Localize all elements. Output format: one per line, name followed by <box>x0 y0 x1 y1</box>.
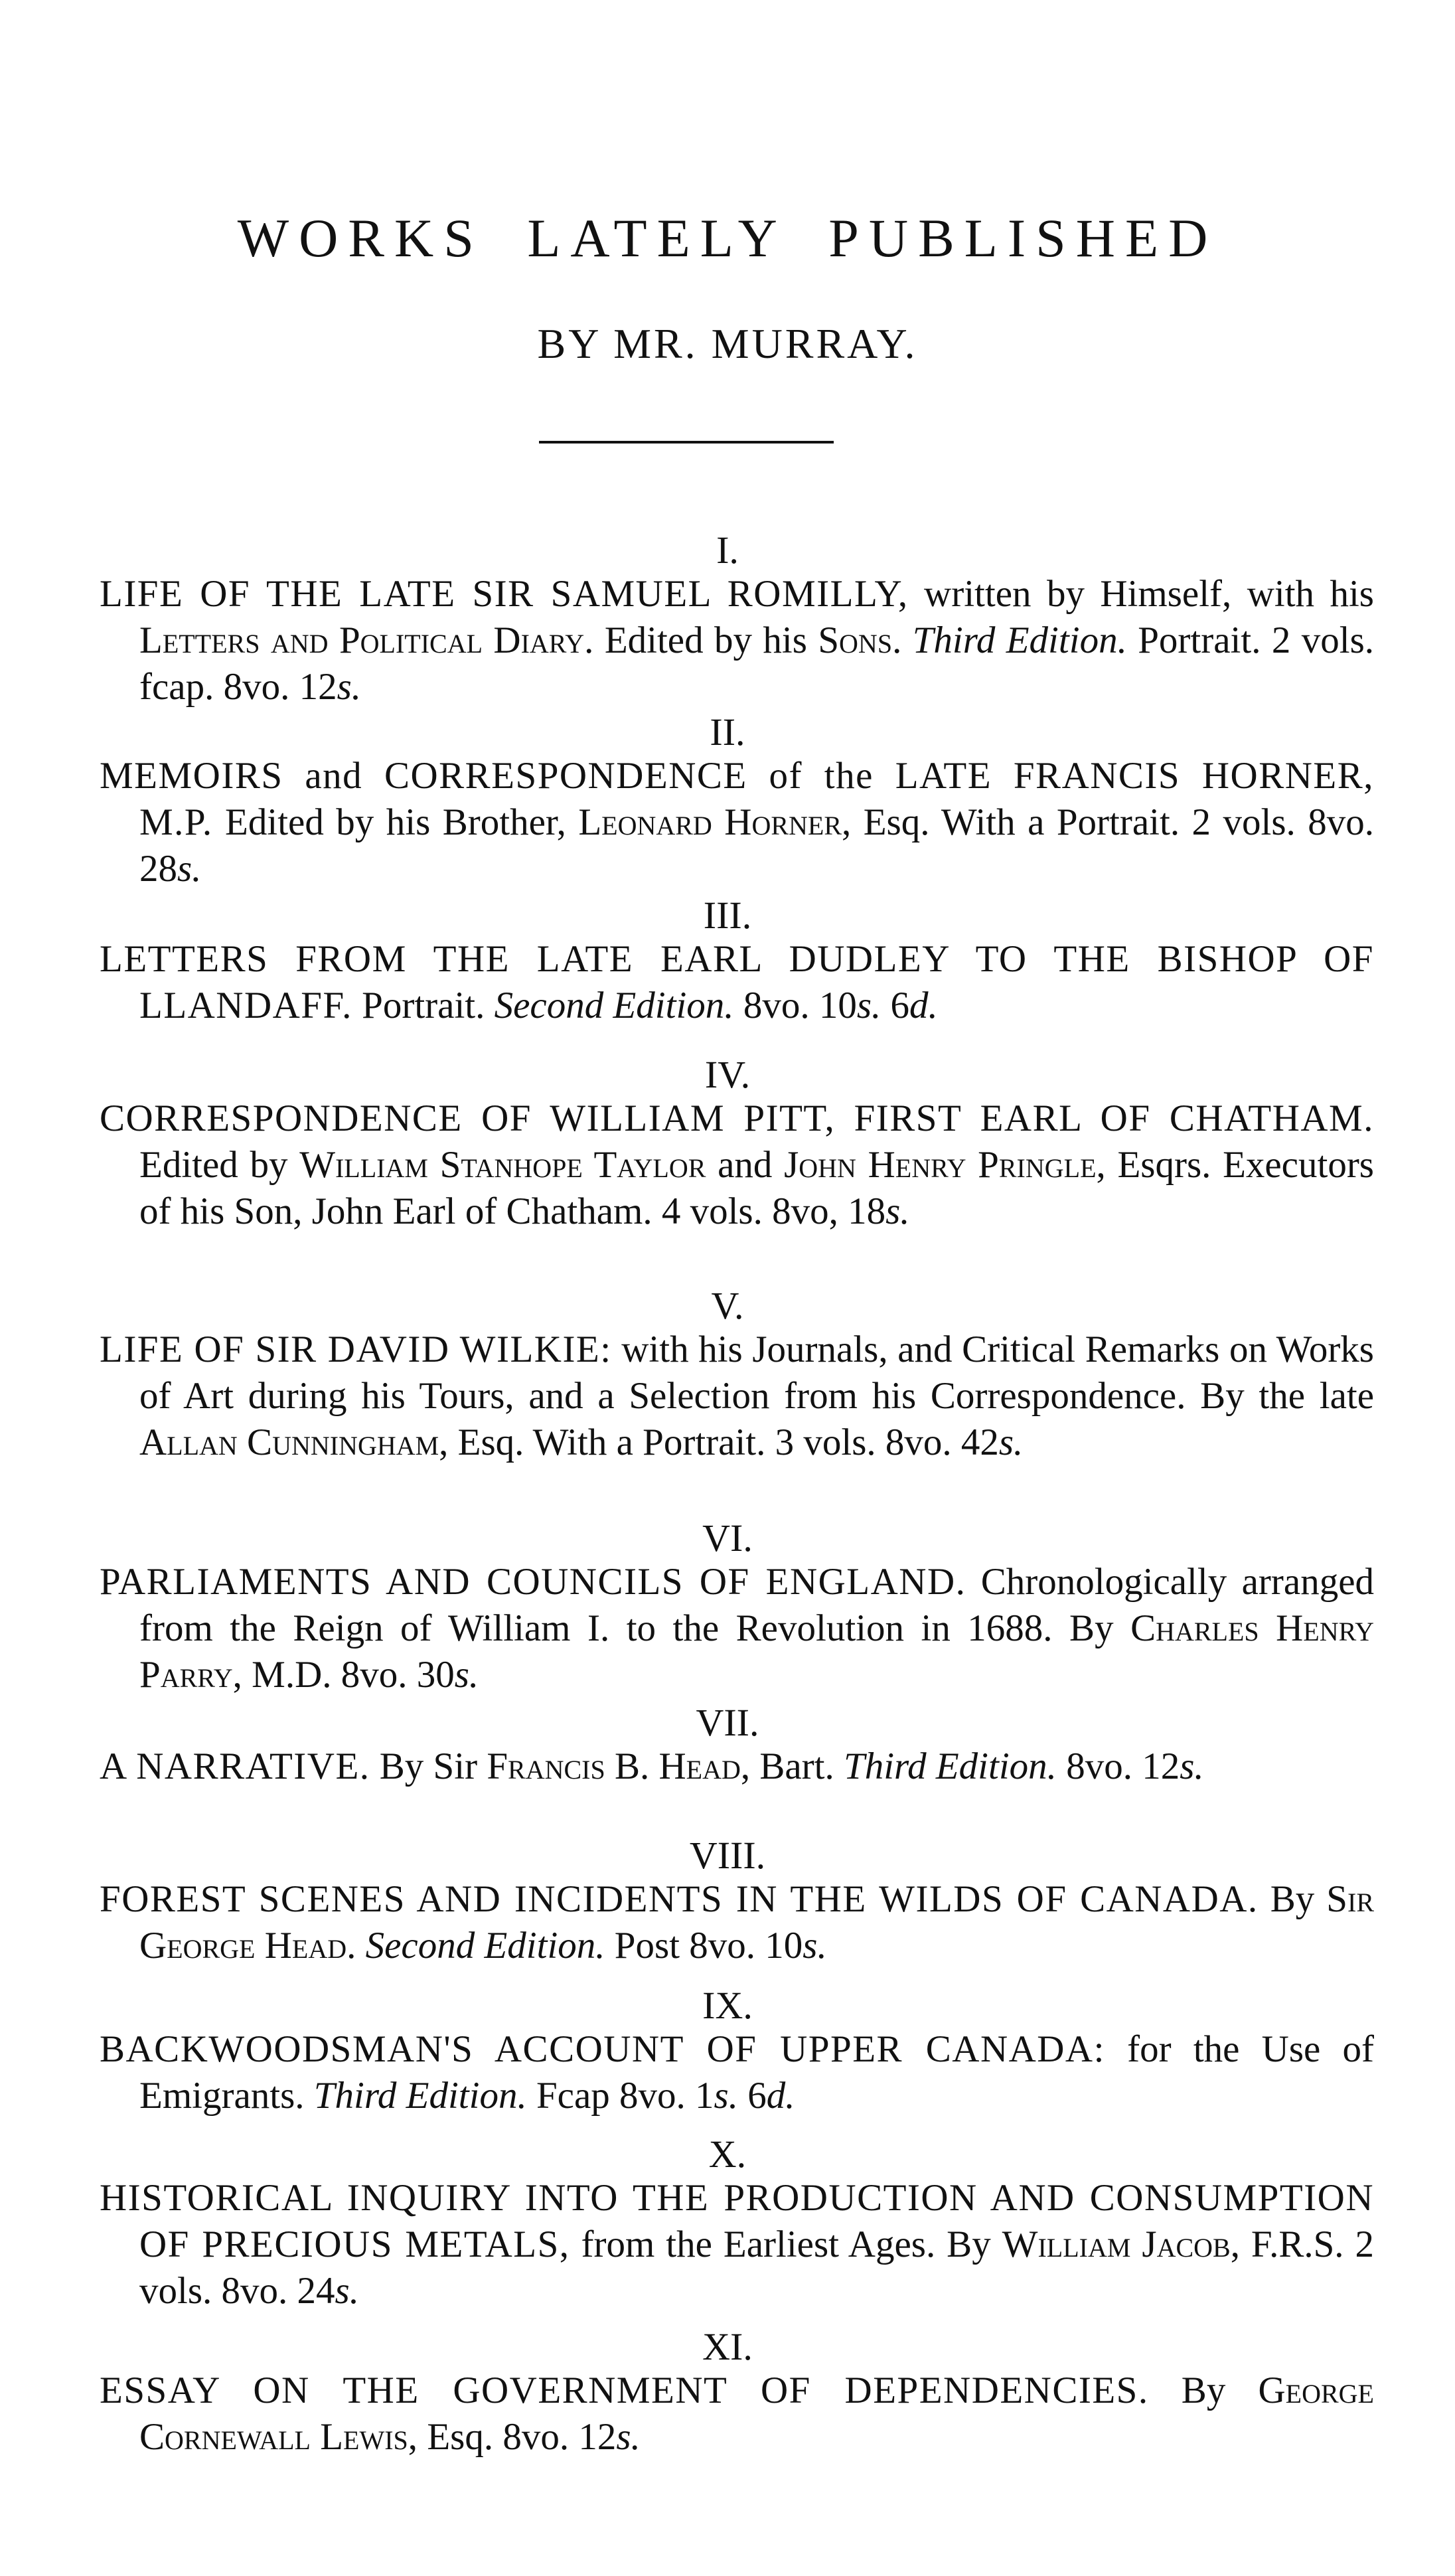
entry-number: IX. <box>702 1984 753 2027</box>
entry-text: Post 8vo. 10 <box>605 1925 803 1967</box>
entry-heading: LETTERS FROM THE LATE EARL DUDLEY TO THE BISHOP OF LLANDAFF. <box>100 938 1374 1026</box>
entry-italic: Third Edition. <box>844 1745 1057 1787</box>
entry-text <box>356 1925 365 1967</box>
entry-smallcaps: Francis B. Head, <box>487 1745 751 1787</box>
list-item <box>100 1095 1374 1235</box>
entry-heading: LIFE OF SIR DAVID WILKIE: <box>100 1328 612 1370</box>
entry-text: 6 <box>881 985 909 1026</box>
entry-italic: s. <box>616 2416 641 2458</box>
list-item <box>100 1559 1374 1698</box>
list-item <box>100 2368 1374 2460</box>
entry-italic: s. <box>454 1654 479 1696</box>
entry-text: Fcap 8vo. 1 <box>526 2075 714 2117</box>
entry-text: Chronologically arranged from the Reign of William I. to the Revolution in 1688. By <box>139 1561 1374 1649</box>
entry-smallcaps: Sir George Head. <box>139 1878 1374 1967</box>
entry-heading: MEMOIRS and CORRESPONDENCE of the LATE FRANCIS HORNER, M.P. <box>100 755 1374 843</box>
entry-text: Esq. With a Portrait. 2 vols. 8vo. 28 <box>139 801 1374 890</box>
entry-italic: s. <box>714 2075 738 2117</box>
list-item <box>100 753 1374 892</box>
entry-number: X. <box>708 2133 747 2176</box>
entry-text: with his Journals, and Critical Remarks on Works of Art during his Tours, and a Selection from his Correspondence. By the late <box>139 1328 1374 1417</box>
entry-smallcaps: Charles Henry Parry, <box>139 1607 1374 1696</box>
list-item <box>100 571 1374 710</box>
entry-heading: A NARRATIVE. <box>100 1745 370 1787</box>
entry-italic: d. <box>766 2075 795 2117</box>
entry-italic: Second Edition. <box>365 1925 605 1967</box>
entry-heading: ESSAY ON THE GOVERNMENT OF DEPENDENCIES. <box>100 2370 1149 2411</box>
list-item <box>100 1327 1374 1466</box>
entry-text: Bart. <box>750 1745 844 1787</box>
divider-rule <box>539 441 834 443</box>
entry-text: Edited by his <box>593 619 818 661</box>
list-item <box>100 2175 1374 2314</box>
entry-number: VI. <box>702 1516 753 1560</box>
entry-italic: s. <box>337 666 362 708</box>
entry-italic: s. <box>856 985 881 1026</box>
entry-heading: BACKWOODSMAN'S ACCOUNT OF UPPER CANADA: <box>100 2028 1105 2070</box>
entry-text: and <box>706 1144 785 1186</box>
list-item <box>100 2026 1374 2119</box>
entry-smallcaps: George Cornewall Lewis, <box>139 2370 1374 2458</box>
entry-italic: d. <box>909 985 938 1026</box>
entry-text: 6 <box>737 2075 767 2117</box>
entry-number: I. <box>716 528 739 572</box>
entry-smallcaps: Sons. <box>818 619 902 661</box>
entry-text: Portrait. <box>352 985 495 1026</box>
entry-text: Esqrs. Executors of his Son, John Earl of Chatham. 4 vols. 8vo, 18 <box>139 1144 1374 1232</box>
entry-number: II. <box>710 710 745 754</box>
entry-heading: CORRESPONDENCE OF WILLIAM PITT, FIRST EARL OF CHATHAM. <box>100 1097 1374 1139</box>
entry-text: 8vo. 12 <box>1056 1745 1180 1787</box>
entry-text: for the Use of Emigrants. <box>139 2028 1374 2117</box>
entry-heading: PARLIAMENTS AND COUNCILS OF ENGLAND. <box>100 1561 966 1603</box>
entry-text: Esq. With a Portrait. 3 vols. 8vo. 42 <box>448 1421 999 1463</box>
entry-text: 8vo. 10 <box>733 985 857 1026</box>
entry-italic: s. <box>803 1925 827 1967</box>
entry-italic: Third Edition. <box>912 619 1127 661</box>
list-item <box>100 1743 1374 1790</box>
entry-smallcaps: William Jacob, <box>1002 2223 1240 2265</box>
entry-text: F.R.S. 2 vols. 8vo. 24 <box>139 2223 1375 2312</box>
entry-text: Edited by <box>139 1144 300 1186</box>
entry-number: VIII. <box>689 1834 766 1877</box>
entry-text: By <box>1148 2370 1259 2411</box>
entry-italic: Second Edition. <box>494 985 734 1026</box>
entry-text: Esq. 8vo. 12 <box>418 2416 617 2458</box>
entry-text: By Sir <box>370 1745 487 1787</box>
entry-smallcaps: Leonard Horner, <box>578 801 852 843</box>
entry-text: written by Himself, with his <box>908 573 1374 615</box>
entry-italic: s. <box>177 848 202 890</box>
entry-smallcaps: John Henry Pringle, <box>784 1144 1106 1186</box>
entry-italic: Third Edition. <box>313 2075 527 2117</box>
entry-text: M.D. 8vo. 30 <box>242 1654 455 1696</box>
entry-italic: s. <box>1180 1745 1204 1787</box>
entry-text: Edited by his Brother, <box>212 801 579 843</box>
entry-text: from the Earliest Ages. By <box>570 2223 1002 2265</box>
entry-heading: FOREST SCENES AND INCIDENTS IN THE WILDS OF CANADA. <box>100 1878 1259 1920</box>
entry-heading: LIFE OF THE LATE SIR SAMUEL ROMILLY, <box>100 573 909 615</box>
entry-smallcaps: Allan Cunningham, <box>139 1421 449 1463</box>
list-item <box>100 1876 1374 1969</box>
entry-italic: s. <box>885 1190 910 1232</box>
list-item <box>100 936 1374 1029</box>
entry-smallcaps: Letters and Political Diary. <box>139 619 594 661</box>
entry-number: IV. <box>704 1053 751 1096</box>
entry-text: By <box>1258 1878 1327 1920</box>
page-subtitle: BY MR. MURRAY. <box>537 320 918 367</box>
entry-smallcaps: William Stanhope Taylor <box>299 1144 706 1186</box>
entry-number: III. <box>703 894 752 937</box>
entry-text: Portrait. 2 vols. fcap. 8vo. 12 <box>139 619 1375 708</box>
entry-italic: s. <box>998 1421 1024 1463</box>
page-title: WORKS LATELY PUBLISHED <box>237 208 1218 268</box>
entry-number: XI. <box>702 2325 753 2368</box>
entry-number: VII. <box>696 1701 759 1744</box>
entry-italic: s. <box>335 2270 359 2312</box>
entry-heading: HISTORICAL INQUIRY INTO THE PRODUCTION AND CONSUMPTION OF PRECIOUS METALS, <box>100 2177 1374 2265</box>
entry-number: V. <box>711 1284 744 1327</box>
